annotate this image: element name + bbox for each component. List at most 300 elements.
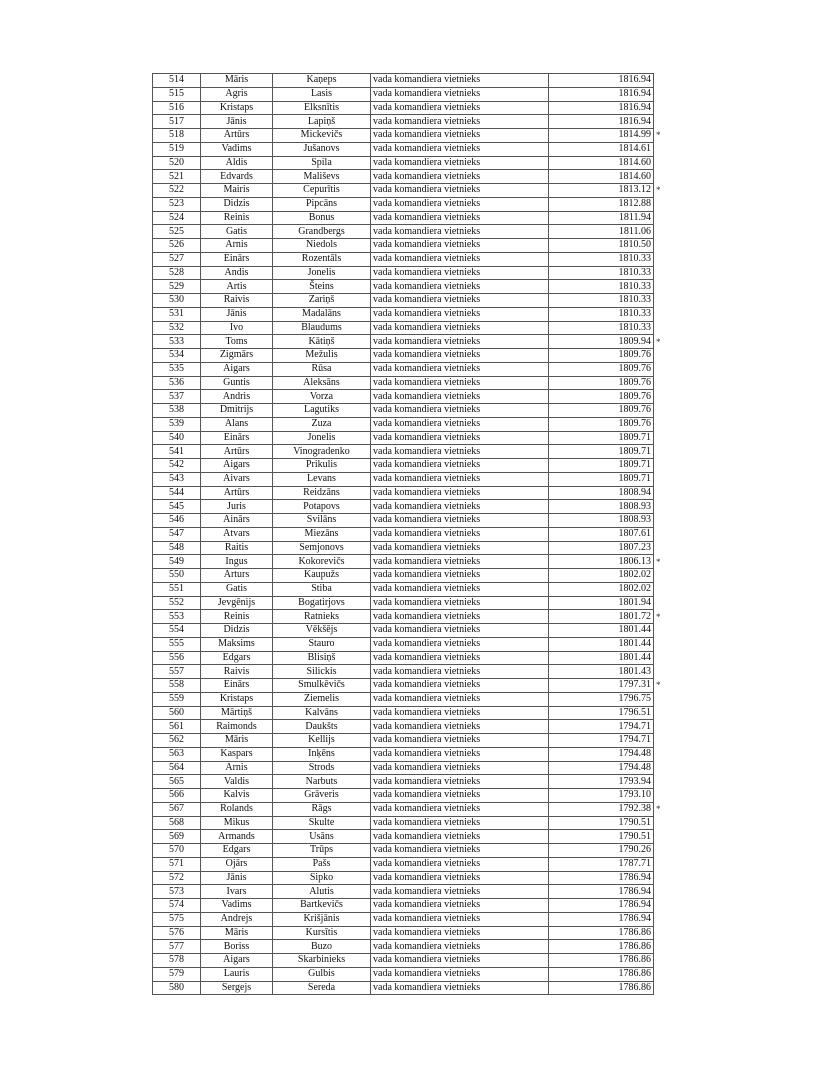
row-number: 559 — [153, 692, 201, 706]
last-name: Sereda — [273, 981, 371, 995]
last-name: Daukšts — [273, 720, 371, 734]
asterisk-mark — [654, 500, 669, 514]
position: vada komandiera vietnieks — [371, 115, 549, 129]
position: vada komandiera vietnieks — [371, 926, 549, 940]
score: 1814.61 — [549, 142, 654, 156]
asterisk-mark — [654, 527, 669, 541]
table-row — [153, 349, 669, 363]
row-number: 536 — [153, 376, 201, 390]
asterisk-mark — [654, 912, 669, 926]
row-number: 572 — [153, 871, 201, 885]
table-row — [153, 967, 669, 981]
first-name: Arturs — [201, 569, 273, 583]
last-name: Buzo — [273, 940, 371, 954]
first-name: Mairis — [201, 184, 273, 198]
last-name: Kalvāns — [273, 706, 371, 720]
table-row — [153, 926, 669, 940]
asterisk-mark — [654, 637, 669, 651]
last-name: Rozentāls — [273, 252, 371, 266]
row-number: 549 — [153, 555, 201, 569]
row-number: 533 — [153, 335, 201, 349]
first-name: Rolands — [201, 802, 273, 816]
last-name: Usāns — [273, 830, 371, 844]
table-row — [153, 239, 669, 253]
first-name: Atvars — [201, 527, 273, 541]
asterisk-mark — [654, 87, 669, 101]
row-number: 523 — [153, 197, 201, 211]
table-row — [153, 156, 669, 170]
row-number: 564 — [153, 761, 201, 775]
asterisk-mark — [654, 170, 669, 184]
row-number: 516 — [153, 101, 201, 115]
first-name: Boriss — [201, 940, 273, 954]
row-number: 558 — [153, 679, 201, 693]
first-name: Einārs — [201, 679, 273, 693]
first-name: Andrejs — [201, 912, 273, 926]
last-name: Jušanovs — [273, 142, 371, 156]
asterisk-mark — [654, 362, 669, 376]
first-name: Kalvis — [201, 789, 273, 803]
asterisk-mark — [654, 624, 669, 638]
table-row — [153, 830, 669, 844]
last-name: Madalāns — [273, 307, 371, 321]
position: vada komandiera vietnieks — [371, 184, 549, 198]
position: vada komandiera vietnieks — [371, 280, 549, 294]
row-number: 515 — [153, 87, 201, 101]
last-name: Ratnieks — [273, 610, 371, 624]
row-number: 563 — [153, 747, 201, 761]
first-name: Sergejs — [201, 981, 273, 995]
score: 1793.10 — [549, 789, 654, 803]
table-row — [153, 225, 669, 239]
score: 1806.13 — [549, 555, 654, 569]
asterisk-mark — [654, 156, 669, 170]
first-name: Maksims — [201, 637, 273, 651]
score: 1809.71 — [549, 431, 654, 445]
first-name: Jānis — [201, 871, 273, 885]
position: vada komandiera vietnieks — [371, 225, 549, 239]
first-name: Dmitrijs — [201, 404, 273, 418]
row-number: 545 — [153, 500, 201, 514]
row-number: 580 — [153, 981, 201, 995]
position: vada komandiera vietnieks — [371, 266, 549, 280]
last-name: Lagutiks — [273, 404, 371, 418]
position: vada komandiera vietnieks — [371, 156, 549, 170]
score: 1794.71 — [549, 734, 654, 748]
last-name: Trūps — [273, 844, 371, 858]
first-name: Toms — [201, 335, 273, 349]
row-number: 575 — [153, 912, 201, 926]
position: vada komandiera vietnieks — [371, 899, 549, 913]
last-name: Šteins — [273, 280, 371, 294]
first-name: Kristaps — [201, 101, 273, 115]
position: vada komandiera vietnieks — [371, 170, 549, 184]
asterisk-mark — [654, 266, 669, 280]
position: vada komandiera vietnieks — [371, 417, 549, 431]
asterisk-mark — [654, 981, 669, 995]
row-number: 550 — [153, 569, 201, 583]
asterisk-mark — [654, 871, 669, 885]
score: 1809.76 — [549, 417, 654, 431]
asterisk-mark — [654, 734, 669, 748]
last-name: Zuza — [273, 417, 371, 431]
asterisk-mark — [654, 211, 669, 225]
row-number: 561 — [153, 720, 201, 734]
row-number: 540 — [153, 431, 201, 445]
asterisk-mark — [654, 596, 669, 610]
row-number: 576 — [153, 926, 201, 940]
first-name: Edgars — [201, 651, 273, 665]
asterisk-mark — [654, 445, 669, 459]
asterisk-mark — [654, 390, 669, 404]
first-name: Arnis — [201, 761, 273, 775]
asterisk-mark — [654, 940, 669, 954]
row-number: 528 — [153, 266, 201, 280]
first-name: Aldis — [201, 156, 273, 170]
row-number: 568 — [153, 816, 201, 830]
asterisk-mark: * — [656, 556, 661, 567]
asterisk-mark — [654, 569, 669, 583]
position: vada komandiera vietnieks — [371, 486, 549, 500]
last-name: Aleksāns — [273, 376, 371, 390]
row-number: 551 — [153, 582, 201, 596]
table-row — [153, 376, 669, 390]
asterisk-mark — [654, 404, 669, 418]
table-row — [153, 197, 669, 211]
row-number: 532 — [153, 321, 201, 335]
last-name: Cepurītis — [273, 184, 371, 198]
last-name: Sipko — [273, 871, 371, 885]
last-name: Elksnītis — [273, 101, 371, 115]
last-name: Grandbergs — [273, 225, 371, 239]
table-row — [153, 651, 669, 665]
asterisk-mark — [654, 885, 669, 899]
last-name: Spila — [273, 156, 371, 170]
score: 1786.94 — [549, 899, 654, 913]
score: 1809.76 — [549, 376, 654, 390]
first-name: Aigars — [201, 954, 273, 968]
score: 1786.86 — [549, 926, 654, 940]
score: 1814.60 — [549, 156, 654, 170]
position: vada komandiera vietnieks — [371, 967, 549, 981]
first-name: Māris — [201, 74, 273, 88]
table-row — [153, 940, 669, 954]
first-name: Didzis — [201, 624, 273, 638]
first-name: Ingus — [201, 555, 273, 569]
first-name: Einārs — [201, 252, 273, 266]
position: vada komandiera vietnieks — [371, 307, 549, 321]
last-name: Vēkšējs — [273, 624, 371, 638]
last-name: Rāgs — [273, 802, 371, 816]
position: vada komandiera vietnieks — [371, 376, 549, 390]
position: vada komandiera vietnieks — [371, 390, 549, 404]
row-number: 542 — [153, 459, 201, 473]
table-row — [153, 129, 669, 143]
last-name: Semjonovs — [273, 541, 371, 555]
table-row — [153, 844, 669, 858]
score: 1808.93 — [549, 500, 654, 514]
asterisk-mark — [654, 651, 669, 665]
table-row — [153, 404, 669, 418]
table-row — [153, 637, 669, 651]
position: vada komandiera vietnieks — [371, 844, 549, 858]
table-row — [153, 500, 669, 514]
score: 1810.33 — [549, 321, 654, 335]
row-number: 525 — [153, 225, 201, 239]
position: vada komandiera vietnieks — [371, 610, 549, 624]
row-number: 573 — [153, 885, 201, 899]
score: 1792.38 — [549, 802, 654, 816]
asterisk-mark — [654, 294, 669, 308]
score: 1814.60 — [549, 170, 654, 184]
position: vada komandiera vietnieks — [371, 321, 549, 335]
asterisk-mark — [654, 417, 669, 431]
row-number: 544 — [153, 486, 201, 500]
last-name: Ziemelis — [273, 692, 371, 706]
first-name: Ojārs — [201, 857, 273, 871]
score: 1786.94 — [549, 871, 654, 885]
first-name: Māris — [201, 734, 273, 748]
row-number: 539 — [153, 417, 201, 431]
row-number: 521 — [153, 170, 201, 184]
first-name: Ivo — [201, 321, 273, 335]
first-name: Jānis — [201, 115, 273, 129]
score: 1802.02 — [549, 569, 654, 583]
score: 1811.94 — [549, 211, 654, 225]
position: vada komandiera vietnieks — [371, 830, 549, 844]
score: 1796.51 — [549, 706, 654, 720]
asterisk-mark — [654, 926, 669, 940]
first-name: Arnis — [201, 239, 273, 253]
asterisk-mark — [654, 197, 669, 211]
score: 1810.33 — [549, 294, 654, 308]
last-name: Bonus — [273, 211, 371, 225]
last-name: Pipcāns — [273, 197, 371, 211]
score: 1786.86 — [549, 981, 654, 995]
last-name: Kokorevičs — [273, 555, 371, 569]
score: 1786.86 — [549, 967, 654, 981]
last-name: Niedols — [273, 239, 371, 253]
score: 1794.48 — [549, 761, 654, 775]
row-number: 553 — [153, 610, 201, 624]
position: vada komandiera vietnieks — [371, 472, 549, 486]
row-number: 531 — [153, 307, 201, 321]
table-row — [153, 280, 669, 294]
first-name: Agris — [201, 87, 273, 101]
asterisk-mark — [654, 225, 669, 239]
position: vada komandiera vietnieks — [371, 665, 549, 679]
asterisk-mark: * — [656, 185, 661, 196]
asterisk-mark — [654, 307, 669, 321]
table-row — [153, 362, 669, 376]
asterisk-mark — [654, 514, 669, 528]
row-number: 577 — [153, 940, 201, 954]
position: vada komandiera vietnieks — [371, 775, 549, 789]
last-name: Svilāns — [273, 514, 371, 528]
first-name: Mārtiņš — [201, 706, 273, 720]
table-row — [153, 252, 669, 266]
last-name: Narbuts — [273, 775, 371, 789]
position: vada komandiera vietnieks — [371, 706, 549, 720]
position: vada komandiera vietnieks — [371, 624, 549, 638]
first-name: Jānis — [201, 307, 273, 321]
score: 1786.86 — [549, 940, 654, 954]
first-name: Māris — [201, 926, 273, 940]
last-name: Pašs — [273, 857, 371, 871]
table-row — [153, 720, 669, 734]
asterisk-mark — [654, 954, 669, 968]
asterisk-mark — [654, 706, 669, 720]
row-number: 578 — [153, 954, 201, 968]
last-name: Kaupužs — [273, 569, 371, 583]
table-row — [153, 541, 669, 555]
asterisk-mark — [654, 844, 669, 858]
asterisk-mark: * — [656, 804, 661, 815]
row-number: 517 — [153, 115, 201, 129]
last-name: Blaudums — [273, 321, 371, 335]
last-name: Bartkevičs — [273, 899, 371, 913]
table-row — [153, 624, 669, 638]
first-name: Raitis — [201, 541, 273, 555]
first-name: Edvards — [201, 170, 273, 184]
table-row — [153, 789, 669, 803]
position: vada komandiera vietnieks — [371, 335, 549, 349]
first-name: Ivars — [201, 885, 273, 899]
score: 1801.94 — [549, 596, 654, 610]
row-number: 547 — [153, 527, 201, 541]
score: 1797.31 — [549, 679, 654, 693]
asterisk-mark — [654, 321, 669, 335]
table-row — [153, 747, 669, 761]
table-row — [153, 294, 669, 308]
position: vada komandiera vietnieks — [371, 816, 549, 830]
last-name: Kaņeps — [273, 74, 371, 88]
asterisk-mark — [654, 472, 669, 486]
first-name: Artūrs — [201, 445, 273, 459]
position: vada komandiera vietnieks — [371, 239, 549, 253]
table-row — [153, 335, 669, 349]
last-name: Gulbis — [273, 967, 371, 981]
last-name: Strods — [273, 761, 371, 775]
position: vada komandiera vietnieks — [371, 981, 549, 995]
position: vada komandiera vietnieks — [371, 651, 549, 665]
score: 1816.94 — [549, 101, 654, 115]
table-row — [153, 871, 669, 885]
position: vada komandiera vietnieks — [371, 555, 549, 569]
first-name: Didzis — [201, 197, 273, 211]
asterisk-mark — [654, 459, 669, 473]
ranking-table-body — [153, 74, 669, 995]
asterisk-mark — [654, 431, 669, 445]
row-number: 543 — [153, 472, 201, 486]
first-name: Artūrs — [201, 486, 273, 500]
score: 1786.94 — [549, 885, 654, 899]
score: 1801.72 — [549, 610, 654, 624]
table-row — [153, 459, 669, 473]
position: vada komandiera vietnieks — [371, 569, 549, 583]
first-name: Artis — [201, 280, 273, 294]
row-number: 562 — [153, 734, 201, 748]
score: 1810.33 — [549, 266, 654, 280]
position: vada komandiera vietnieks — [371, 459, 549, 473]
first-name: Gatis — [201, 225, 273, 239]
first-name: Vadims — [201, 899, 273, 913]
first-name: Ainārs — [201, 514, 273, 528]
last-name: Alutis — [273, 885, 371, 899]
first-name: Reinis — [201, 610, 273, 624]
last-name: Prikulis — [273, 459, 371, 473]
last-name: Skarbinieks — [273, 954, 371, 968]
asterisk-mark — [654, 74, 669, 88]
row-number: 557 — [153, 665, 201, 679]
last-name: Bogatirjovs — [273, 596, 371, 610]
table-row — [153, 912, 669, 926]
position: vada komandiera vietnieks — [371, 362, 549, 376]
position: vada komandiera vietnieks — [371, 404, 549, 418]
asterisk-mark: * — [656, 680, 661, 691]
table-row — [153, 954, 669, 968]
score: 1809.76 — [549, 390, 654, 404]
row-number: 554 — [153, 624, 201, 638]
score: 1812.88 — [549, 197, 654, 211]
row-number: 529 — [153, 280, 201, 294]
score: 1810.33 — [549, 280, 654, 294]
score: 1809.76 — [549, 362, 654, 376]
last-name: Mežulis — [273, 349, 371, 363]
first-name: Kaspars — [201, 747, 273, 761]
position: vada komandiera vietnieks — [371, 747, 549, 761]
first-name: Artūrs — [201, 129, 273, 143]
asterisk-mark — [654, 376, 669, 390]
asterisk-mark: * — [656, 130, 661, 141]
row-number: 514 — [153, 74, 201, 88]
score: 1796.75 — [549, 692, 654, 706]
ranking-table — [152, 73, 669, 995]
last-name: Vinogradenko — [273, 445, 371, 459]
row-number: 579 — [153, 967, 201, 981]
table-row — [153, 610, 669, 624]
position: vada komandiera vietnieks — [371, 637, 549, 651]
position: vada komandiera vietnieks — [371, 596, 549, 610]
first-name: Zigmārs — [201, 349, 273, 363]
position: vada komandiera vietnieks — [371, 720, 549, 734]
score: 1793.94 — [549, 775, 654, 789]
table-row — [153, 596, 669, 610]
score: 1801.44 — [549, 624, 654, 638]
score: 1813.12 — [549, 184, 654, 198]
asterisk-mark — [654, 252, 669, 266]
table-row — [153, 211, 669, 225]
table-row — [153, 74, 669, 88]
last-name: Jonelis — [273, 266, 371, 280]
score: 1790.51 — [549, 816, 654, 830]
asterisk-mark — [654, 857, 669, 871]
table-row — [153, 555, 669, 569]
row-number: 519 — [153, 142, 201, 156]
position: vada komandiera vietnieks — [371, 514, 549, 528]
table-row — [153, 445, 669, 459]
first-name: Raivis — [201, 294, 273, 308]
asterisk-mark — [654, 665, 669, 679]
first-name: Gatis — [201, 582, 273, 596]
last-name: Lasis — [273, 87, 371, 101]
row-number: 527 — [153, 252, 201, 266]
first-name: Valdis — [201, 775, 273, 789]
position: vada komandiera vietnieks — [371, 74, 549, 88]
table-row — [153, 679, 669, 693]
position: vada komandiera vietnieks — [371, 252, 549, 266]
score: 1811.06 — [549, 225, 654, 239]
